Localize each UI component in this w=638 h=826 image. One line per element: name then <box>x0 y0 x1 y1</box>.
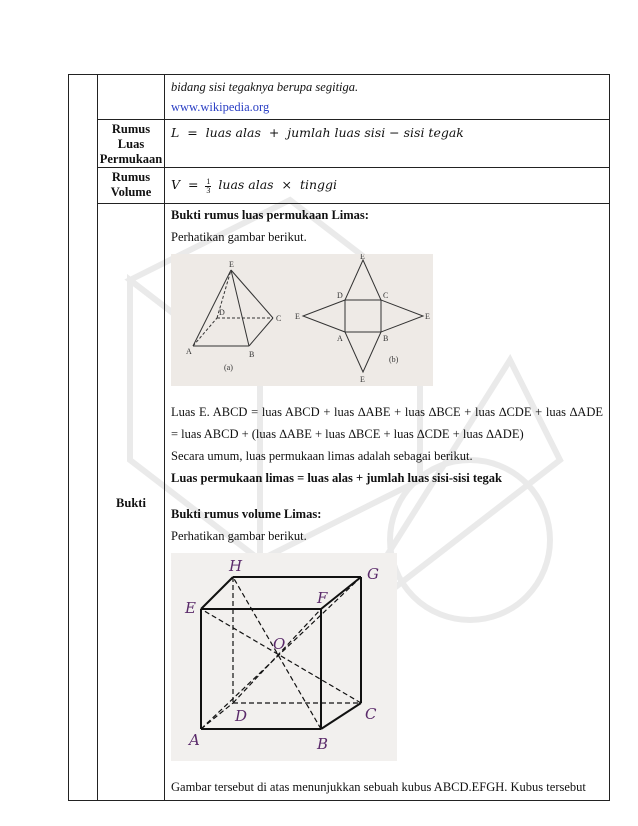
source-link[interactable]: www.wikipedia.org <box>171 100 270 114</box>
table-row-surface <box>69 120 610 168</box>
cube-label-c: C <box>365 705 377 723</box>
pyramid-figure <box>171 254 603 393</box>
pyramid-caption: (a) <box>224 363 233 372</box>
proof-heading-volume: Bukti rumus volume Limas: <box>171 507 322 521</box>
cube-figure-svg <box>171 553 397 761</box>
table-row-proof <box>69 204 610 801</box>
cube-label-b: B <box>317 735 329 753</box>
figure-background <box>171 254 433 386</box>
volume-formula-prefix: V = <box>171 177 203 192</box>
proof-intro-volume: Perhatikan gambar berikut. <box>171 529 307 543</box>
pyramid-label-d: D <box>219 308 225 317</box>
pyramid-label-a: A <box>186 347 192 356</box>
pyramid-label-e: E <box>229 260 234 269</box>
pyramid-label-b: B <box>249 350 255 359</box>
intro-cell <box>165 75 610 120</box>
volume-formula-suffix: luas alas × tinggi <box>214 177 338 192</box>
fraction-numerator: 1 <box>206 176 211 186</box>
net-label-e-left: E <box>295 312 300 321</box>
intro-text: bidang sisi tegaknya berupa segitiga. <box>171 80 359 94</box>
pyramid-figure-svg <box>171 254 433 386</box>
cube-label-g: G <box>367 565 379 583</box>
net-label-b: B <box>383 334 389 343</box>
surface-label-line1: Rumus Luas <box>111 122 151 151</box>
table-row-volume <box>69 168 610 204</box>
proof-intro-surface: Perhatikan gambar berikut. <box>171 230 307 244</box>
pyramid-label-c: C <box>276 314 282 323</box>
surface-area-statement: Luas permukaan limas = luas alas + jumlah luas sisi-sisi tegak <box>171 471 502 485</box>
cube-label-f: F <box>317 589 328 607</box>
net-label-e-top: E <box>360 254 365 261</box>
cube-label-a: A <box>189 731 200 749</box>
volume-formula-cell <box>165 168 610 204</box>
net-label-e-right: E <box>425 312 430 321</box>
surface-formula-cell <box>165 120 610 168</box>
net-caption: (b) <box>389 355 399 364</box>
net-label-c: C <box>383 291 389 300</box>
cube-label-d: D <box>235 707 248 725</box>
cube-label-o: O <box>273 635 286 653</box>
surface-label-line2: Permukaan <box>99 152 163 166</box>
volume-label-cell <box>98 168 165 204</box>
proof-label-cell <box>98 204 165 801</box>
volume-label-line2: Volume <box>110 185 152 199</box>
volume-fraction <box>205 178 211 195</box>
blank-column <box>69 75 98 801</box>
proof-heading-surface: Bukti rumus luas permukaan Limas: <box>171 208 369 222</box>
net-label-d: D <box>337 291 343 300</box>
blank-label-cell <box>98 75 165 120</box>
content-table <box>68 74 610 801</box>
cube-label-h: H <box>229 557 243 575</box>
surface-label-cell <box>98 120 165 168</box>
cube-figure <box>171 553 603 768</box>
table-row-intro <box>69 75 610 120</box>
proof-paragraph-cube: Gambar tersebut di atas menunjukkan sebuah kubus ABCD.EFGH. Kubus tersebut <box>171 780 586 794</box>
proof-paragraph-area: Luas E. ABCD = luas ABCD + luas ∆ABE + luas ∆BCE + luas ∆CDE + luas ∆ADE = luas ABCD + (luas ∆ABE + luas ∆BCE + luas ∆CDE + luas ∆ADE) <box>171 405 603 441</box>
proof-paragraph-general: Secara umum, luas permukaan limas adalah sebagai berikut. <box>171 449 473 463</box>
net-label-e-bottom: E <box>360 375 365 384</box>
volume-label-line1: Rumus <box>111 170 151 184</box>
fraction-denominator: 3 <box>206 185 211 195</box>
proof-cell <box>165 204 610 801</box>
proof-label: Bukti <box>116 495 146 510</box>
net-label-a: A <box>337 334 343 343</box>
cube-label-e: E <box>185 599 196 617</box>
surface-formula: L = luas alas + jumlah luas sisi − sisi tegak <box>171 125 464 140</box>
